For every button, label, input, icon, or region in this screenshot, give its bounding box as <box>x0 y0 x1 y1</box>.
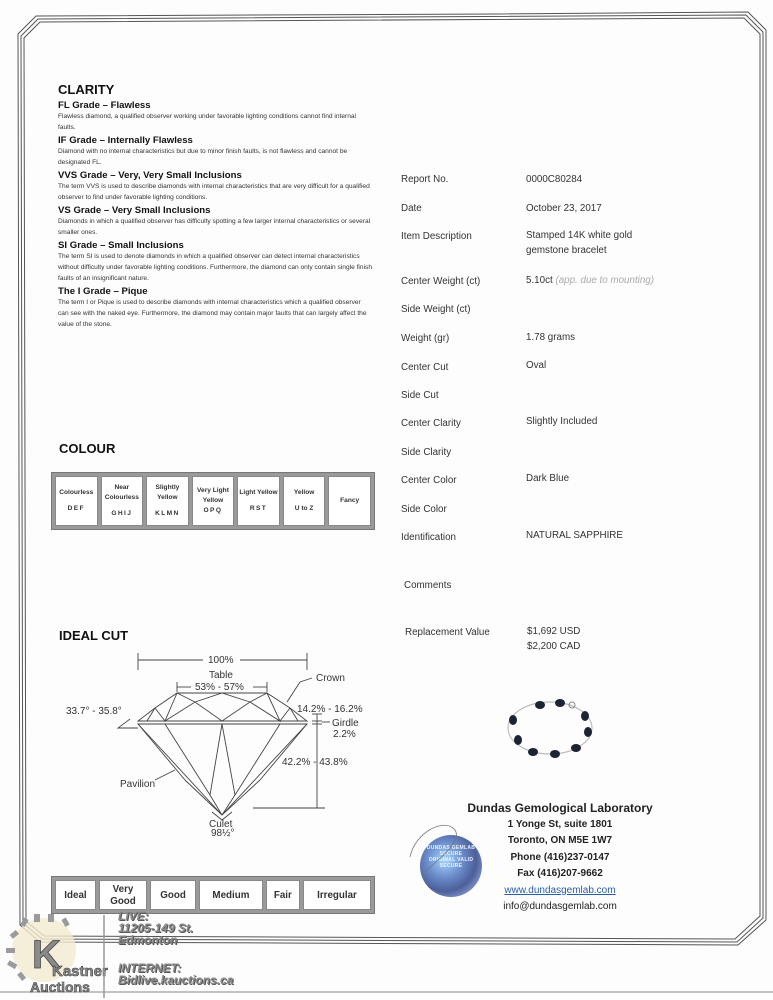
field-label: Identification <box>401 532 457 543</box>
grade-title: VS Grade – Very Small Inclusions <box>58 205 211 216</box>
grade-desc: The term VVS is used to describe diamonds with internal characteristics that are very difficult for a qualified observer to find under favorable lighting conditions. <box>58 183 370 201</box>
diagram-table-label: Table <box>209 670 233 681</box>
kastner-auctions-logo <box>0 910 120 998</box>
field-value: Oval <box>526 360 547 371</box>
cut-grade-cell: Medium <box>199 880 263 910</box>
field-value: Slightly Included <box>526 416 598 427</box>
colour-codes: OPQ <box>203 507 223 514</box>
diagram-girdle-label: Girdle <box>332 718 359 729</box>
field-value-usd: $1,692 USD <box>527 626 581 637</box>
field-value: Dark Blue <box>526 473 570 484</box>
live-address-line1: 11205-149 St. <box>118 921 194 935</box>
cut-grade-cell: Good <box>150 880 196 910</box>
colour-cell <box>283 476 326 526</box>
colour-cell <box>55 476 98 526</box>
diagram-pavilion-depth: 42.2% - 43.8% <box>282 757 348 768</box>
grade-desc: The term SI is used to denote diamonds in which a qualified observer can detect internal characteristics without difficulty under favorable lighting conditions. Furthermore, the diamond can only contain single finish faults of an insignificant nature. <box>58 253 372 282</box>
clarity-grade-if <box>58 135 373 168</box>
grade-title: The I Grade – Pique <box>58 286 148 297</box>
grade-desc: Diamonds in which a qualified observer has difficulty spotting a few larger internal characteristics or several smaller ones. <box>58 218 371 236</box>
colour-codes: GHIJ <box>111 510 133 517</box>
diagram-girdle-value: 2.2% <box>333 729 356 740</box>
live-address-line2: Edmonton <box>118 933 178 947</box>
field-value: 1.78 grams <box>526 332 576 343</box>
colour-label: Yellow <box>293 489 315 496</box>
logo-brand-bottom: Auctions <box>30 979 90 995</box>
colour-cell <box>237 476 280 526</box>
internet-url: Bidlive.kauctions.ca <box>118 973 234 987</box>
clarity-section <box>58 82 373 330</box>
clarity-grade-fl <box>58 100 373 133</box>
grade-desc: The term I or Pique is used to describe diamonds with internal characteristics which a qualified observer can see with the naked eye. Furthermore, the diamond may contain major faults that can largely affect the value of the stone. <box>58 299 367 328</box>
colour-label: Colourless <box>59 489 94 496</box>
ideal-cut-heading: IDEAL CUT <box>59 628 129 643</box>
bracelet-photo <box>500 690 600 770</box>
cut-grade-cell: Ideal <box>55 880 96 910</box>
lab-address-line2: Toronto, ON M5E 1W7 <box>507 835 613 846</box>
field-value: 5.10ct <box>526 275 553 286</box>
lab-website-link[interactable]: www.dundasgemlab.com <box>504 884 616 896</box>
field-label: Comments <box>404 580 452 591</box>
grade-desc: Diamond with no internal characteristics but due to minor finish faults, is not flawless and cannot be designated FL. <box>58 148 348 166</box>
colour-codes: RST <box>249 505 268 512</box>
field-label: Side Weight (ct) <box>401 304 471 315</box>
colour-cell <box>192 476 235 526</box>
clarity-grade-i <box>58 286 373 330</box>
live-label: LIVE: <box>118 909 149 923</box>
colour-cell <box>101 476 144 526</box>
field-label: Center Weight (ct) <box>401 276 481 287</box>
lab-fax: Fax (416)207-9662 <box>517 868 603 879</box>
clarity-grade-vs <box>58 205 373 238</box>
cut-grade-cell: Irregular <box>303 880 371 910</box>
diagram-crown-label: Crown <box>316 673 345 684</box>
colour-cell <box>146 476 189 526</box>
colour-label: Light Yellow <box>239 489 278 496</box>
colour-codes: KLMN <box>155 510 180 517</box>
lab-phone: Phone (416)237-0147 <box>510 851 610 863</box>
clarity-grade-si <box>58 240 373 284</box>
field-label: Center Clarity <box>401 418 461 429</box>
field-label: Report No. <box>401 174 449 185</box>
colour-label: Near Colourless <box>104 484 139 501</box>
grade-title: FL Grade – Flawless <box>58 100 151 111</box>
logo-brand-top: Kastner <box>52 963 108 980</box>
grade-title: VVS Grade – Very, Very Small Inclusions <box>58 170 242 181</box>
field-value: NATURAL SAPPHIRE <box>526 530 623 541</box>
cut-grade-cell: Fair <box>266 880 300 910</box>
colour-label: Slightly Yellow <box>155 484 180 501</box>
colour-label: Very Light Yellow <box>197 487 229 504</box>
cut-grade-table <box>51 876 375 914</box>
field-value: 0000C80284 <box>526 174 583 185</box>
diagram-width-label: 100% <box>208 655 234 666</box>
field-label: Side Cut <box>401 390 439 401</box>
cut-grade-cell: Very Good <box>99 880 147 910</box>
field-label: Weight (gr) <box>401 333 450 344</box>
watermark-live-address <box>118 910 193 946</box>
field-label: Side Clarity <box>401 447 452 458</box>
diagram-culet-value: 98½° <box>211 828 235 839</box>
field-note: (app. due to mounting) <box>555 275 655 286</box>
lab-name: Dundas Gemological Laboratory <box>467 801 653 815</box>
diagram-crown-height: 14.2% - 16.2% <box>297 704 363 715</box>
field-value-cad: $2,200 CAD <box>527 641 581 652</box>
colour-cell <box>328 476 371 526</box>
colour-codes: DEF <box>67 505 85 512</box>
field-label: Item Description <box>401 231 472 242</box>
clarity-heading: CLARITY <box>58 82 115 97</box>
logo-k-letter: K <box>32 933 61 977</box>
diagram-pavilion-label: Pavilion <box>120 779 156 790</box>
clarity-grade-vvs <box>58 170 373 203</box>
field-label: Side Color <box>401 504 447 515</box>
lab-address-line1: 1 Yonge St, suite 1801 <box>507 818 613 830</box>
field-label: Center Cut <box>401 362 449 373</box>
internet-label: INTERNET: <box>118 961 182 975</box>
colour-scale-table <box>51 472 375 530</box>
field-label: Replacement Value <box>405 627 490 638</box>
diagram-table-range: 53% - 57% <box>195 682 244 693</box>
field-label: Date <box>401 203 422 214</box>
field-label: Center Color <box>401 475 457 486</box>
diagram-crown-angle: 33.7° - 35.8° <box>66 706 122 717</box>
field-value: October 23, 2017 <box>526 203 602 214</box>
grade-desc: Flawless diamond, a qualified observer working under favorable lighting conditions cannot find internal faults. <box>58 113 356 131</box>
colour-codes: U to Z <box>294 505 314 512</box>
field-value: Stamped 14K white gold gemstone bracelet <box>526 230 633 256</box>
colour-label: Fancy <box>340 497 360 504</box>
hologram-text: DUNDAS GEMLAB SECURE ORIGINAL VALID SECURE <box>426 845 476 869</box>
diagram-culet-label: Culet <box>209 819 233 830</box>
lab-email: info@dundasgemlab.com <box>503 901 617 912</box>
colour-heading: COLOUR <box>59 441 116 456</box>
diamond-proportions-diagram <box>50 640 380 839</box>
grade-title: IF Grade – Internally Flawless <box>58 135 193 146</box>
lab-info <box>455 800 665 916</box>
grade-title: SI Grade – Small Inclusions <box>58 240 184 251</box>
watermark-internet <box>118 962 233 986</box>
